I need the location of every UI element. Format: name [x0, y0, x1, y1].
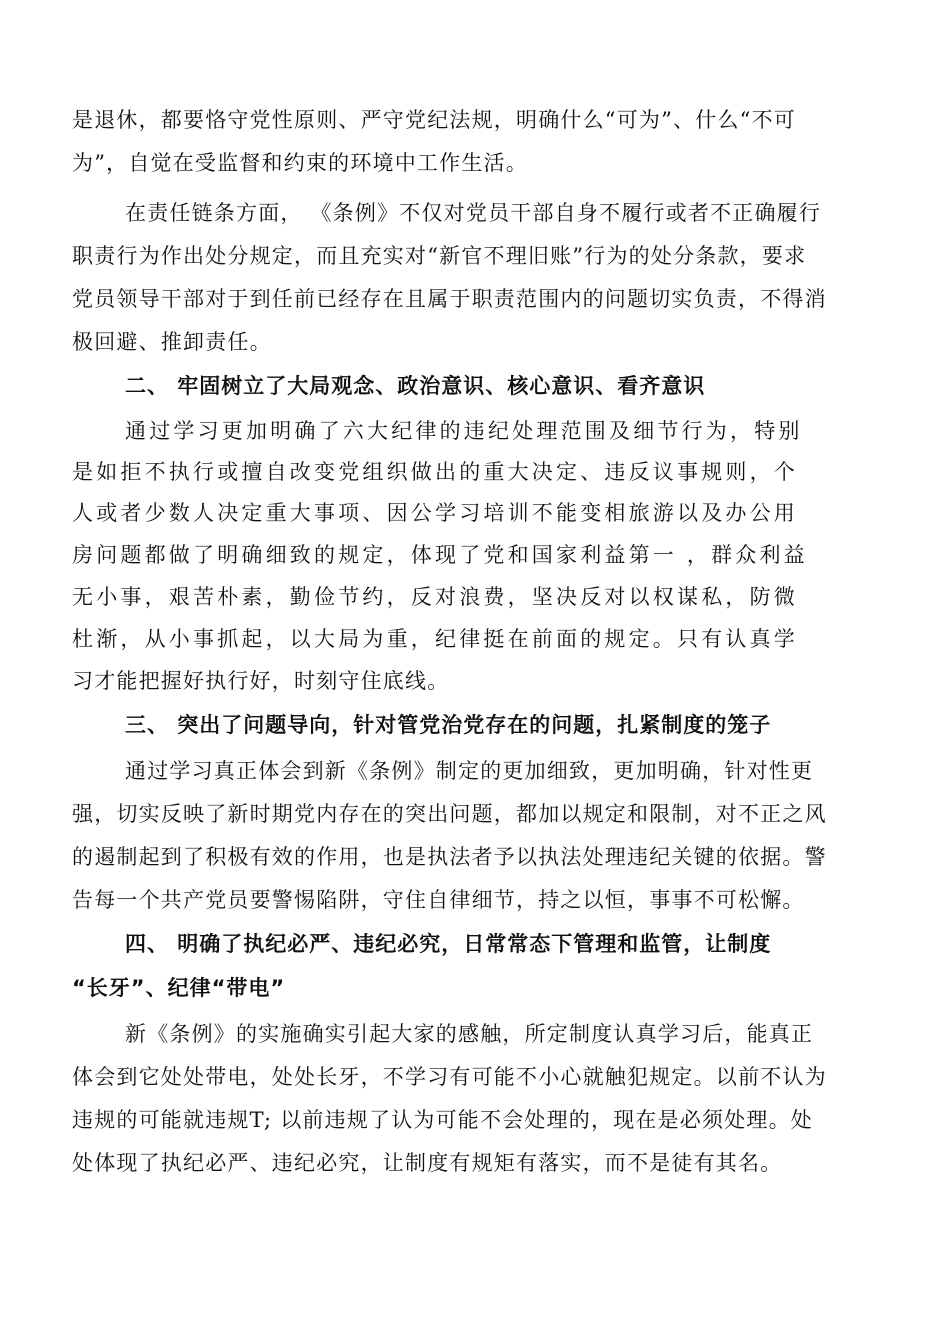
paragraph-line: 新《条例》的实施确实引起大家的感触，所定制度认真学习后，能真正	[125, 1022, 814, 1046]
paragraph-line: 告每一个共产党员要警惕陷阱，守住自律细节，持之以恒，事事不可松懈。	[72, 888, 805, 912]
section-heading-3: 三、 突出了问题导向，针对管党治党存在的问题，扎紧制度的笼子	[125, 713, 772, 737]
paragraph-line: 在责任链条方面， 《条例》不仅对党员干部自身不履行或者不正确履行	[125, 201, 822, 225]
paragraph-line: 为”，自觉在受监督和约束的环境中工作生活。	[72, 151, 528, 175]
paragraph-line: 是如拒不执行或擅自改变党组织做出的重大决定、违反议事规则，个	[72, 460, 798, 484]
paragraph-line: 房问题都做了明确细致的规定，体现了党和国家利益第一 ，群众利益	[72, 543, 808, 567]
paragraph-line: 通过学习真正体会到新《条例》制定的更加细致，更加明确，针对性更	[125, 759, 814, 783]
paragraph-line: 强，切实反映了新时期党内存在的突出问题，都加以规定和限制，对不正之风	[72, 802, 827, 826]
paragraph-line: 党员领导干部对于到任前已经存在且属于职责范围内的问题切实负责，不得消	[72, 287, 827, 311]
paragraph-line: 通过学习更加明确了六大纪律的违纪处理范围及细节行为，特别	[125, 419, 803, 443]
paragraph-line: 习才能把握好执行好，时刻守住底线。	[72, 669, 450, 693]
paragraph-line: 极回避、推卸责任。	[72, 330, 272, 354]
paragraph-line: 处体现了执纪必严、违纪必究，让制度有规矩有落实，而不是徒有其名。	[72, 1151, 783, 1175]
paragraph-line: 职责行为作出处分规定，而且充实对“新官不理旧账”行为的处分条款，要求	[72, 244, 807, 268]
paragraph-line: 的遏制起到了积极有效的作用，也是执法者予以执法处理违纪关键的依据。警	[72, 845, 827, 869]
paragraph-line: 杜渐，从小事抓起，以大局为重，纪律挺在前面的规定。只有认真学	[72, 627, 798, 651]
paragraph-line: 无小事，艰苦朴素，勤俭节约，反对浪费，坚决反对以权谋私，防微	[72, 585, 798, 609]
paragraph-line: 是退休，都要恪守党性原则、严守党纪法规，明确什么“可为”、什么“不可	[72, 108, 797, 132]
paragraph-line: 体会到它处处带电，处处长牙，不学习有可能不小心就触犯规定。以前不认为	[72, 1065, 827, 1089]
section-heading-4-continued: “长牙”、纪律“带电”	[72, 976, 286, 1000]
paragraph-line: 违规的可能就违规T; 以前违规了认为可能不会处理的，现在是必须处理。处	[72, 1108, 814, 1132]
section-heading-4: 四、 明确了执纪必严、违纪必究，日常常态下管理和监管，让制度	[125, 932, 772, 956]
paragraph-line: 人或者少数人决定重大事项、因公学习培训不能变相旅游以及办公用	[72, 501, 798, 525]
section-heading-2: 二、 牢固树立了大局观念、政治意识、核心意识、看齐意识	[125, 374, 706, 398]
